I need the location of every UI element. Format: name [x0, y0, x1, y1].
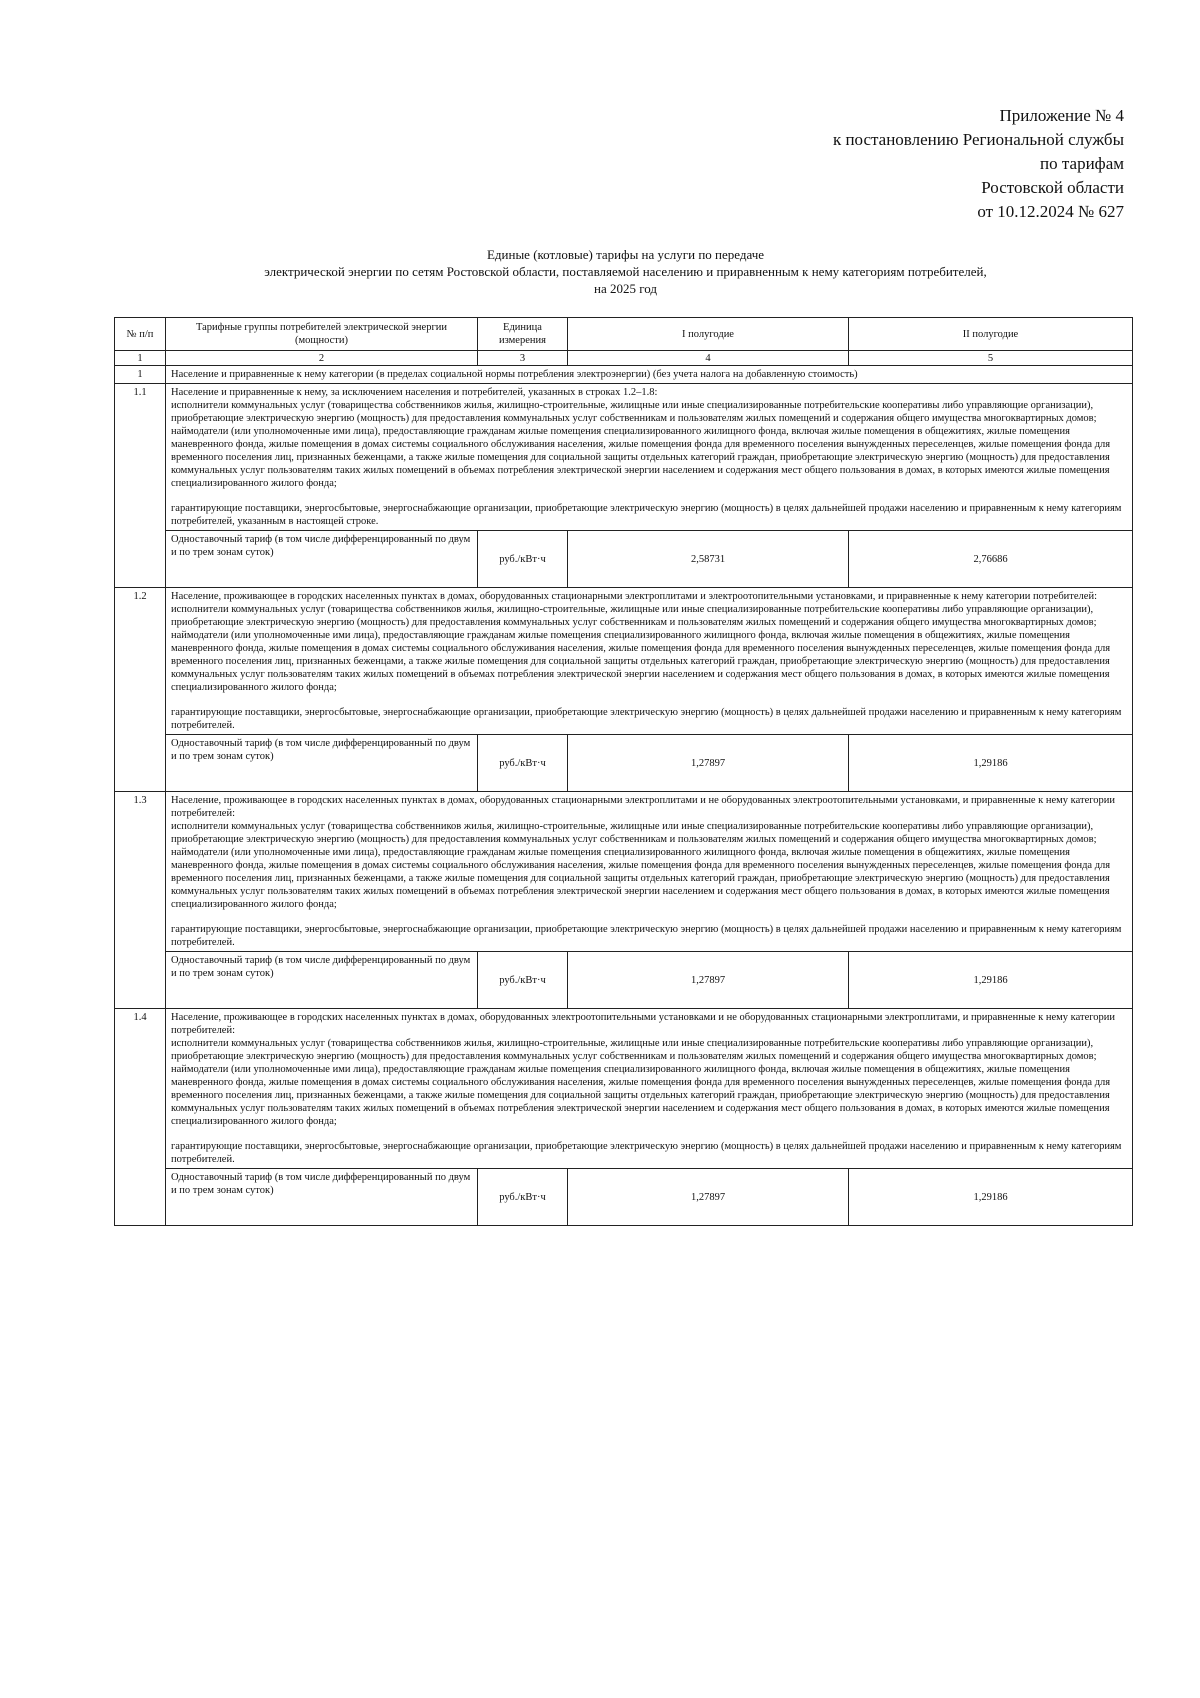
category-paragraph: наймодатели (или уполномоченные ими лица), предоставляющие гражданам жилые помещения специализированного жилищного фонда, включая жилые помещения в общежитиях, жилые помещения маневренного фонда, жилые помещения в домах системы социального обслуживания населения, жилые помещения фонда для временного поселения вынужденных переселенцев, жилые помещения фонда для временного поселения лиц, признанных беженцами, а также жилые помещения для социальной защиты отдельных категорий граждан, приобретающие электрическую энергию (мощность) для предоставления коммунальных услуг пользователям таких жилых помещений в объемах потребления электрической энергии населением и содержания мест общего пользования в домах, в которых имеются жилые помещения специализированного жилого фонда; [171, 1064, 1111, 1127]
category-description [166, 1009, 1133, 1169]
header-first-half: I полугодие [568, 318, 849, 351]
tariff-second-half: 2,76686 [849, 531, 1133, 588]
title-line: электрической энергии по сетям Ростовской области, поставляемой населению и приравненным к нему категориям потребителей, [264, 264, 987, 279]
column-number-row [115, 351, 1133, 366]
tariff-table [114, 317, 1133, 1226]
category-paragraph: гарантирующие поставщики, энергосбытовые, энергоснабжающие организации, приобретающие электрическую энергию (мощность) в целях дальнейшей продажи населению и приравненным к нему категориям потребителей, указанным в настоящей строке. [171, 503, 1122, 527]
row-num: 1.1 [115, 384, 166, 588]
column-number: 4 [568, 351, 849, 366]
row-num: 1.3 [115, 792, 166, 1009]
header-second-half: II полугодие [849, 318, 1133, 351]
paragraph-gap [171, 490, 1127, 502]
tariff-row [115, 952, 1133, 1009]
category-paragraph: исполнители коммунальных услуг (товарищества собственников жилья, жилищно-строительные, жилищные или иные специализированные потребительские кооперативы либо управляющие организации), приобретающие электрическую энергию (мощность) для предоставления коммунальных услуг собственникам и пользователям жилых помещений и содержания общего имущества многоквартирных домов; [171, 1038, 1097, 1062]
category-heading: Население, проживающее в городских населенных пунктах в домах, оборудованных стационарными электроплитами и электроотопительными установками, и приравненные к нему категории потребителей: [171, 591, 1097, 602]
category-row [115, 792, 1133, 952]
tariff-unit: руб./кВт·ч [478, 735, 568, 792]
tariff-second-half: 1,29186 [849, 952, 1133, 1009]
category-paragraph: исполнители коммунальных услуг (товарищества собственников жилья, жилищно-строительные, жилищные или иные специализированные потребительские кооперативы либо управляющие организации), приобретающие электрическую энергию (мощность) для предоставления коммунальных услуг собственникам и пользователям жилых помещений и содержания общего имущества многоквартирных домов; [171, 400, 1097, 424]
row-num: 1.4 [115, 1009, 166, 1226]
header-unit: Единица измерения [478, 318, 568, 351]
category-heading: Население, проживающее в городских населенных пунктах в домах, оборудованных электроотопительными установками и не оборудованных стационарными электроплитами, и приравненные к нему категории потребителей: [171, 1012, 1116, 1036]
column-number: 1 [115, 351, 166, 366]
title-line: на 2025 год [594, 281, 657, 296]
appendix-line: Ростовской области [981, 178, 1124, 197]
tariff-unit: руб./кВт·ч [478, 531, 568, 588]
tariff-first-half: 1,27897 [568, 1169, 849, 1226]
tariff-name: Одноставочный тариф (в том числе дифференцированный по двум и по трем зонам суток) [166, 1169, 478, 1226]
category-row [115, 1009, 1133, 1169]
paragraph-gap [171, 694, 1127, 706]
tariff-name: Одноставочный тариф (в том числе дифференцированный по двум и по трем зонам суток) [166, 735, 478, 792]
section-row [115, 366, 1133, 384]
column-number: 3 [478, 351, 568, 366]
header-num: № п/п [115, 318, 166, 351]
tariff-second-half: 1,29186 [849, 1169, 1133, 1226]
category-paragraph: исполнители коммунальных услуг (товарищества собственников жилья, жилищно-строительные, жилищные или иные специализированные потребительские кооперативы либо управляющие организации), приобретающие электрическую энергию (мощность) для предоставления коммунальных услуг собственникам и пользователям жилых помещений и содержания общего имущества многоквартирных домов; [171, 821, 1097, 845]
category-paragraph: исполнители коммунальных услуг (товарищества собственников жилья, жилищно-строительные, жилищные или иные специализированные потребительские кооперативы либо управляющие организации), приобретающие электрическую энергию (мощность) для предоставления коммунальных услуг собственникам и пользователям жилых помещений и содержания общего имущества многоквартирных домов; [171, 604, 1097, 628]
tariff-row [115, 1169, 1133, 1226]
header-group: Тарифные группы потребителей электрической энергии (мощности) [166, 318, 478, 351]
category-heading: Население и приравненные к нему, за исключением населения и потребителей, указанных в строках 1.2–1.8: [171, 387, 658, 398]
tariff-unit: руб./кВт·ч [478, 952, 568, 1009]
category-paragraph: гарантирующие поставщики, энергосбытовые, энергоснабжающие организации, приобретающие электрическую энергию (мощность) в целях дальнейшей продажи населению и приравненным к нему категориям потребителей. [171, 924, 1122, 948]
section-text: Население и приравненные к нему категории (в пределах социальной нормы потребления электроэнергии) (без учета налога на добавленную стоимость) [166, 366, 1133, 384]
appendix-block [724, 104, 1124, 224]
category-paragraph: гарантирующие поставщики, энергосбытовые, энергоснабжающие организации, приобретающие электрическую энергию (мощность) в целях дальнейшей продажи населению и приравненным к нему категориям потребителей. [171, 1141, 1122, 1165]
paragraph-gap [171, 1128, 1127, 1140]
title-line: Единые (котловые) тарифы на услуги по передаче [486, 247, 765, 262]
header-row [115, 318, 1133, 351]
category-paragraph: наймодатели (или уполномоченные ими лица), предоставляющие гражданам жилые помещения специализированного жилищного фонда, включая жилые помещения в общежитиях, жилые помещения маневренного фонда, жилые помещения в домах системы социального обслуживания населения, жилые помещения фонда для временного поселения вынужденных переселенцев, жилые помещения фонда для временного поселения лиц, признанных беженцами, а также жилые помещения для социальной защиты отдельных категорий граждан, приобретающие электрическую энергию (мощность) для предоставления коммунальных услуг пользователям таких жилых помещений в объемах потребления электрической энергии населением и содержания мест общего пользования в домах, в которых имеются жилые помещения специализированного жилого фонда; [171, 847, 1111, 910]
category-paragraph: наймодатели (или уполномоченные ими лица), предоставляющие гражданам жилые помещения специализированного жилищного фонда, включая жилые помещения в общежитиях, жилые помещения маневренного фонда, жилые помещения в домах системы социального обслуживания населения, жилые помещения фонда для временного поселения вынужденных переселенцев, жилые помещения фонда для временного поселения лиц, признанных беженцами, а также жилые помещения для социальной защиты отдельных категорий граждан, приобретающие электрическую энергию (мощность) для предоставления коммунальных услуг пользователям таких жилых помещений в объемах потребления электрической энергии населением и содержания мест общего пользования в домах, в которых имеются жилые помещения специализированного жилого фонда; [171, 630, 1111, 693]
category-description [166, 384, 1133, 531]
category-paragraph: наймодатели (или уполномоченные ими лица), предоставляющие гражданам жилые помещения специализированного жилищного фонда, включая жилые помещения в общежитиях, жилые помещения маневренного фонда, жилые помещения в домах системы социального обслуживания населения, жилые помещения фонда для временного поселения вынужденных переселенцев, жилые помещения фонда для временного поселения лиц, признанных беженцами, а также жилые помещения для социальной защиты отдельных категорий граждан, приобретающие электрическую энергию (мощность) для предоставления коммунальных услуг пользователям таких жилых помещений в объемах потребления электрической энергии населением и содержания мест общего пользования в домах, в которых имеются жилые помещения специализированного жилого фонда; [171, 426, 1111, 489]
tariff-name: Одноставочный тариф (в том числе дифференцированный по двум и по трем зонам суток) [166, 952, 478, 1009]
document-title [120, 246, 1131, 297]
tariff-row [115, 531, 1133, 588]
category-row [115, 588, 1133, 735]
appendix-line: по тарифам [1040, 154, 1124, 173]
paragraph-gap [171, 911, 1127, 923]
appendix-line: к постановлению Региональной службы [832, 130, 1124, 149]
tariff-first-half: 1,27897 [568, 952, 849, 1009]
category-description [166, 588, 1133, 735]
row-num: 1.2 [115, 588, 166, 792]
column-number: 5 [849, 351, 1133, 366]
tariff-first-half: 2,58731 [568, 531, 849, 588]
appendix-line: Приложение № 4 [999, 106, 1124, 125]
tariff-second-half: 1,29186 [849, 735, 1133, 792]
category-paragraph: гарантирующие поставщики, энергосбытовые, энергоснабжающие организации, приобретающие электрическую энергию (мощность) в целях дальнейшей продажи населению и приравненным к нему категориям потребителей. [171, 707, 1122, 731]
tariff-first-half: 1,27897 [568, 735, 849, 792]
appendix-line: от 10.12.2024 № 627 [977, 202, 1124, 221]
category-description [166, 792, 1133, 952]
category-heading: Население, проживающее в городских населенных пунктах в домах, оборудованных стационарными электроплитами и не оборудованных электроотопительными установками, и приравненные к нему категории потребителей: [171, 795, 1116, 819]
tariff-unit: руб./кВт·ч [478, 1169, 568, 1226]
category-row [115, 384, 1133, 531]
section-num: 1 [115, 366, 166, 384]
tariff-row [115, 735, 1133, 792]
column-number: 2 [166, 351, 478, 366]
tariff-name: Одноставочный тариф (в том числе дифференцированный по двум и по трем зонам суток) [166, 531, 478, 588]
